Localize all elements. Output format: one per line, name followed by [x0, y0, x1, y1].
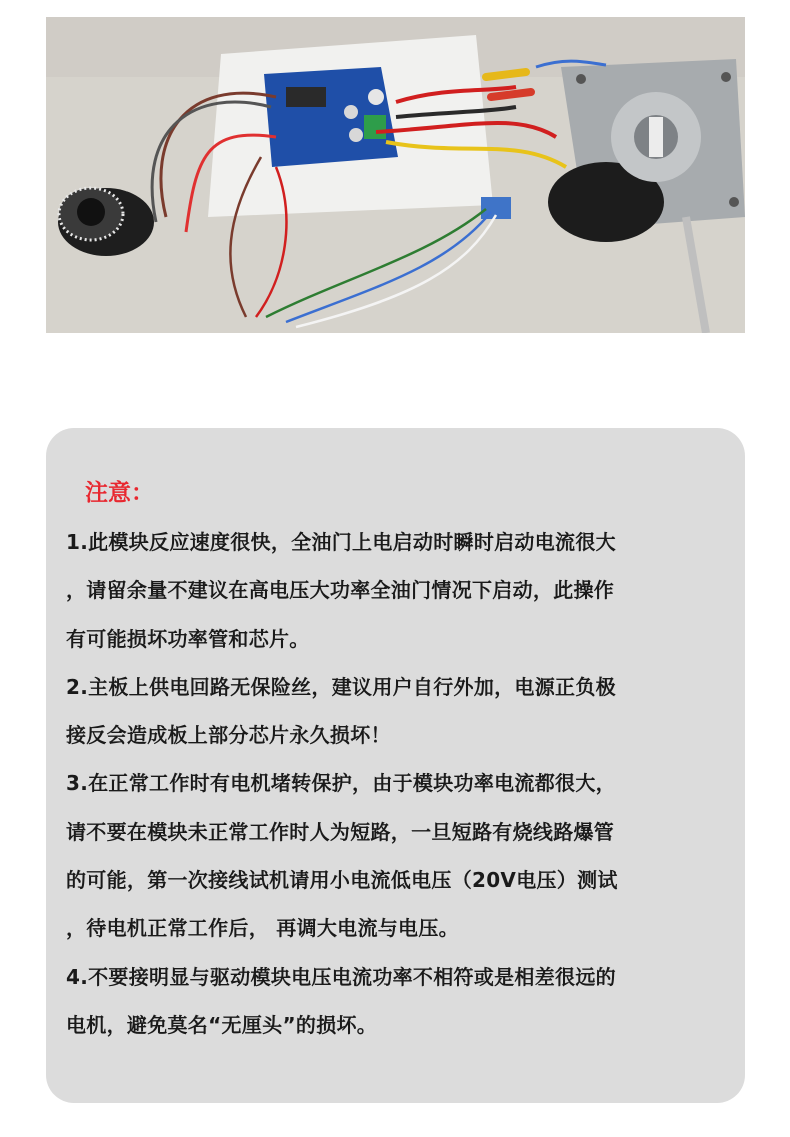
product-photo [46, 17, 745, 333]
notice-line: 4.不要接明显与驱动模块电压电流功率不相符或是相差很远的 [66, 964, 616, 989]
notice-line: 电机，避免莫名“无厘头”的损坏。 [66, 1012, 378, 1037]
notice-title: 注意： [85, 480, 154, 506]
notice-line: 有可能损坏功率管和芯片。 [66, 626, 310, 651]
notice-line: 1.此模块反应速度很快，全油门上电启动时瞬时启动电流很大 [66, 530, 616, 554]
notice-line: 接反会造成板上部分芯片永久损坏！ [66, 723, 391, 748]
notice-line: 的可能，第一次接线试机请用小电流低电压（20V电压）测试 [66, 868, 618, 893]
notice-line: 2.主板上供电回路无保险丝，建议用户自行外加，电源正负极 [66, 674, 616, 699]
notice-body [66, 518, 726, 1049]
notice-card [46, 428, 745, 1103]
notice-line: 请不要在模块未正常工作时人为短路，一旦短路有烧线路爆管 [66, 819, 615, 844]
notice-line: ，请留余量不建议在高电压大功率全油门情况下启动，此操作 [66, 578, 615, 603]
notice-line: ，待电机正常工作后， 再调大电流与电压。 [66, 916, 459, 941]
notice-line: 3.在正常工作时有电机堵转保护，由于模块功率电流都很大， [66, 771, 616, 796]
